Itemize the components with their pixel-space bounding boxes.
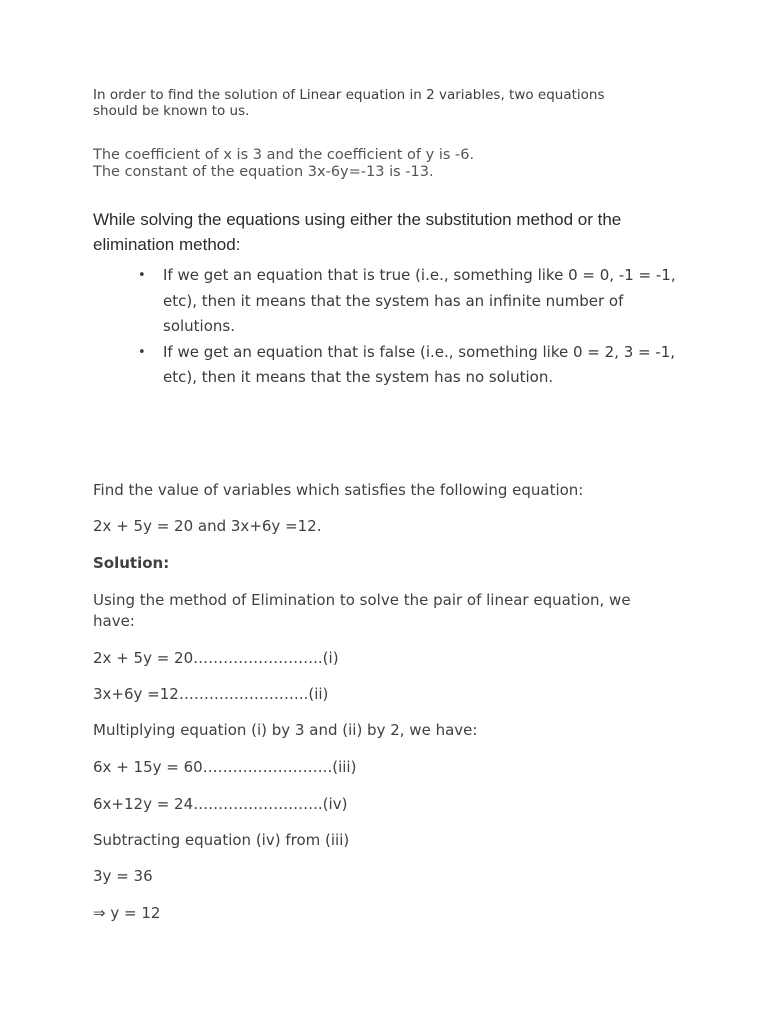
solving-note: While solving the equations using either the substitution method or the elimination method: [93,210,622,254]
solution-heading: Solution: [93,554,170,572]
subtract-text: Subtracting equation (iv) from (iii) [93,831,350,849]
list-item [93,263,683,340]
bullet-icon: • [138,344,146,360]
bullet-list [93,263,683,391]
intro-paragraph: In order to find the solution of Linear equation in 2 variables, two equations should be known to us. [93,87,605,119]
equation-ii: 3x+6y =12……………………..(ii) [93,685,329,703]
list-item [93,340,683,391]
constant-line: The constant of the equation 3x-6y=-13 is -13. [93,164,434,180]
equation-i: 2x + 5y = 20……………………..(i) [93,649,339,667]
step-y-value: ⇒ y = 12 [93,904,161,922]
method-text: Using the method of Elimination to solve the pair of linear equation, we have: [93,591,631,630]
coefficient-paragraph [93,147,653,181]
multiply-text: Multiplying equation (i) by 3 and (ii) by 2, we have: [93,721,478,739]
step-3y: 3y = 36 [93,867,153,885]
example-question: Find the value of variables which satisfies the following equation: [93,481,584,499]
bullet-text: If we get an equation that is true (i.e., something like 0 = 0, -1 = -1, etc), then it means that the system has an infinite number of solutions. [163,266,676,335]
given-equations: 2x + 5y = 20 and 3x+6y =12. [93,517,322,535]
equation-iii: 6x + 15y = 60……………………..(iii) [93,758,357,776]
bullet-text: If we get an equation that is false (i.e., something like 0 = 2, 3 = -1, etc), then it means that the system has no solution. [163,342,676,386]
bullet-icon: • [138,268,146,283]
coefficient-line: The coefficient of x is 3 and the coefficient of y is -6. [93,147,475,163]
equation-iv: 6x+12y = 24……………………..(iv) [93,795,348,813]
